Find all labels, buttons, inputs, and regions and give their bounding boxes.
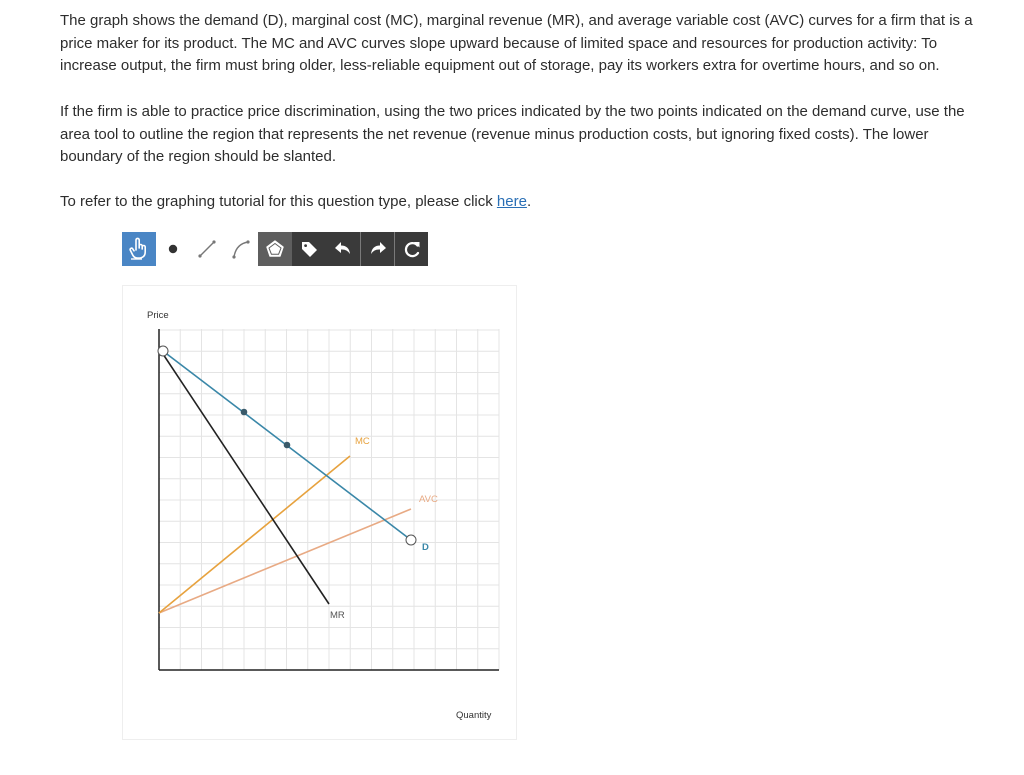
redo-icon bbox=[367, 238, 389, 260]
polygon-tool[interactable] bbox=[258, 232, 292, 266]
avc-label: AVC bbox=[419, 494, 438, 505]
question-paragraph-2: If the firm is able to practice price discrimination, using the two prices indicated by the two points indicated on the demand curve, use the area tool to outline the region that represents the net revenue (revenue minus production costs, but ignoring fixed costs). The lower boundary of the region should be slanted. bbox=[60, 103, 965, 165]
reset-button[interactable] bbox=[394, 232, 428, 266]
tutorial-line bbox=[60, 191, 995, 214]
grid bbox=[159, 329, 499, 670]
polygon-icon bbox=[264, 238, 286, 260]
label-tool[interactable] bbox=[292, 232, 326, 266]
graph-toolbar bbox=[122, 232, 428, 266]
graph-panel bbox=[122, 285, 517, 740]
curve-tool[interactable] bbox=[224, 232, 258, 266]
mr-label: MR bbox=[330, 610, 345, 621]
mc-curve[interactable] bbox=[159, 456, 350, 613]
point-icon bbox=[162, 238, 184, 260]
avc-curve[interactable] bbox=[159, 509, 411, 613]
x-axis-label: Quantity bbox=[456, 710, 492, 721]
demand-endpoint-bottom[interactable] bbox=[406, 535, 416, 545]
point-tool[interactable] bbox=[156, 232, 190, 266]
redo-button[interactable] bbox=[360, 232, 394, 266]
question-paragraph-1: The graph shows the demand (D), marginal cost (MC), marginal revenue (MR), and average variable cost (AVC) curves for a firm that is a price maker for its product. The MC and AVC curves slope upward because of limited space and resources for production activity: To increase output, the firm must bring older, less-reliable equipment out of storage, pay its workers extra for overtime hours, and so on. bbox=[60, 12, 973, 74]
line-icon bbox=[196, 238, 218, 260]
tag-icon bbox=[298, 238, 320, 260]
y-axis-label: Price bbox=[147, 310, 169, 321]
demand-point-2[interactable] bbox=[284, 442, 291, 449]
tutorial-link[interactable]: here bbox=[496, 193, 527, 210]
hand-pointer-icon bbox=[128, 237, 150, 261]
demand-endpoint-top[interactable] bbox=[158, 346, 168, 356]
tutorial-text: To refer to the graphing tutorial for this question type, please click bbox=[60, 193, 497, 210]
demand-point-1[interactable] bbox=[241, 409, 248, 416]
graph-area[interactable] bbox=[123, 286, 518, 741]
reset-icon bbox=[401, 238, 423, 260]
select-tool[interactable] bbox=[122, 232, 156, 266]
line-tool[interactable] bbox=[190, 232, 224, 266]
curve-icon bbox=[230, 238, 252, 260]
undo-icon bbox=[332, 238, 354, 260]
mc-label: MC bbox=[355, 436, 370, 447]
tutorial-period: . bbox=[526, 193, 532, 210]
undo-button[interactable] bbox=[326, 232, 360, 266]
demand-label: D bbox=[422, 542, 429, 553]
